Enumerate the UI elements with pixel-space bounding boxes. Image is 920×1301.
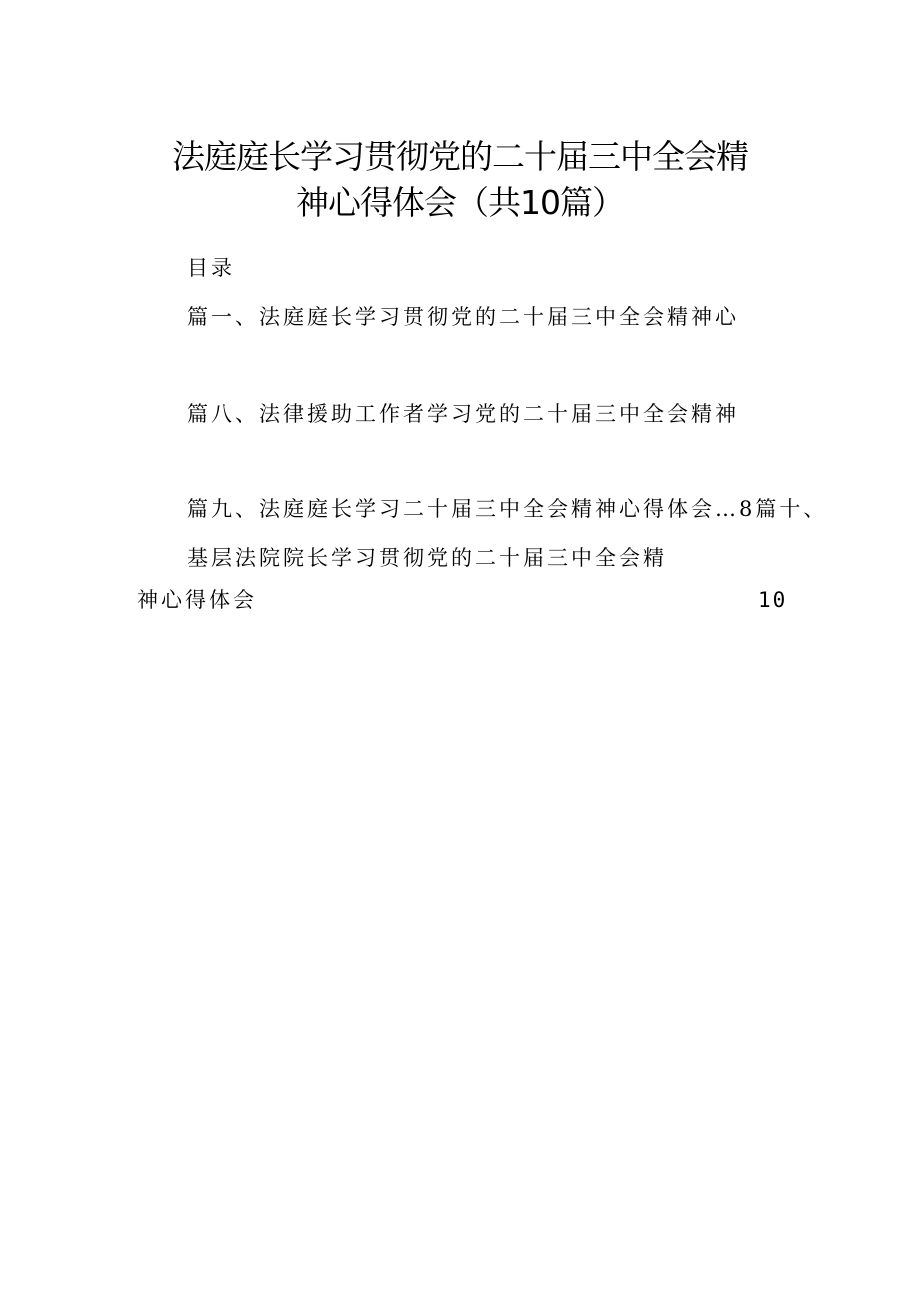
toc-entry[interactable]: 基层法院院长学习贯彻党的二十届三中全会精 <box>187 546 667 570</box>
toc-entry[interactable]: 神心得体会 <box>137 588 257 612</box>
toc-page-number: 10 <box>758 588 788 612</box>
toc-entry[interactable]: 篇八、法律援助工作者学习党的二十届三中全会精神 <box>187 402 739 426</box>
toc-heading: 目录 <box>187 256 235 280</box>
document-title-line-1: 法庭庭长学习贯彻党的二十届三中全会精 <box>172 137 748 176</box>
toc-entry[interactable]: 篇一、法庭庭长学习贯彻党的二十届三中全会精神心 <box>187 305 739 329</box>
toc-entry[interactable]: 篇九、法庭庭长学习二十届三中全会精神心得体会…8篇十、 <box>187 497 828 521</box>
document-title-line-2: 神心得体会（共10篇） <box>296 183 624 222</box>
